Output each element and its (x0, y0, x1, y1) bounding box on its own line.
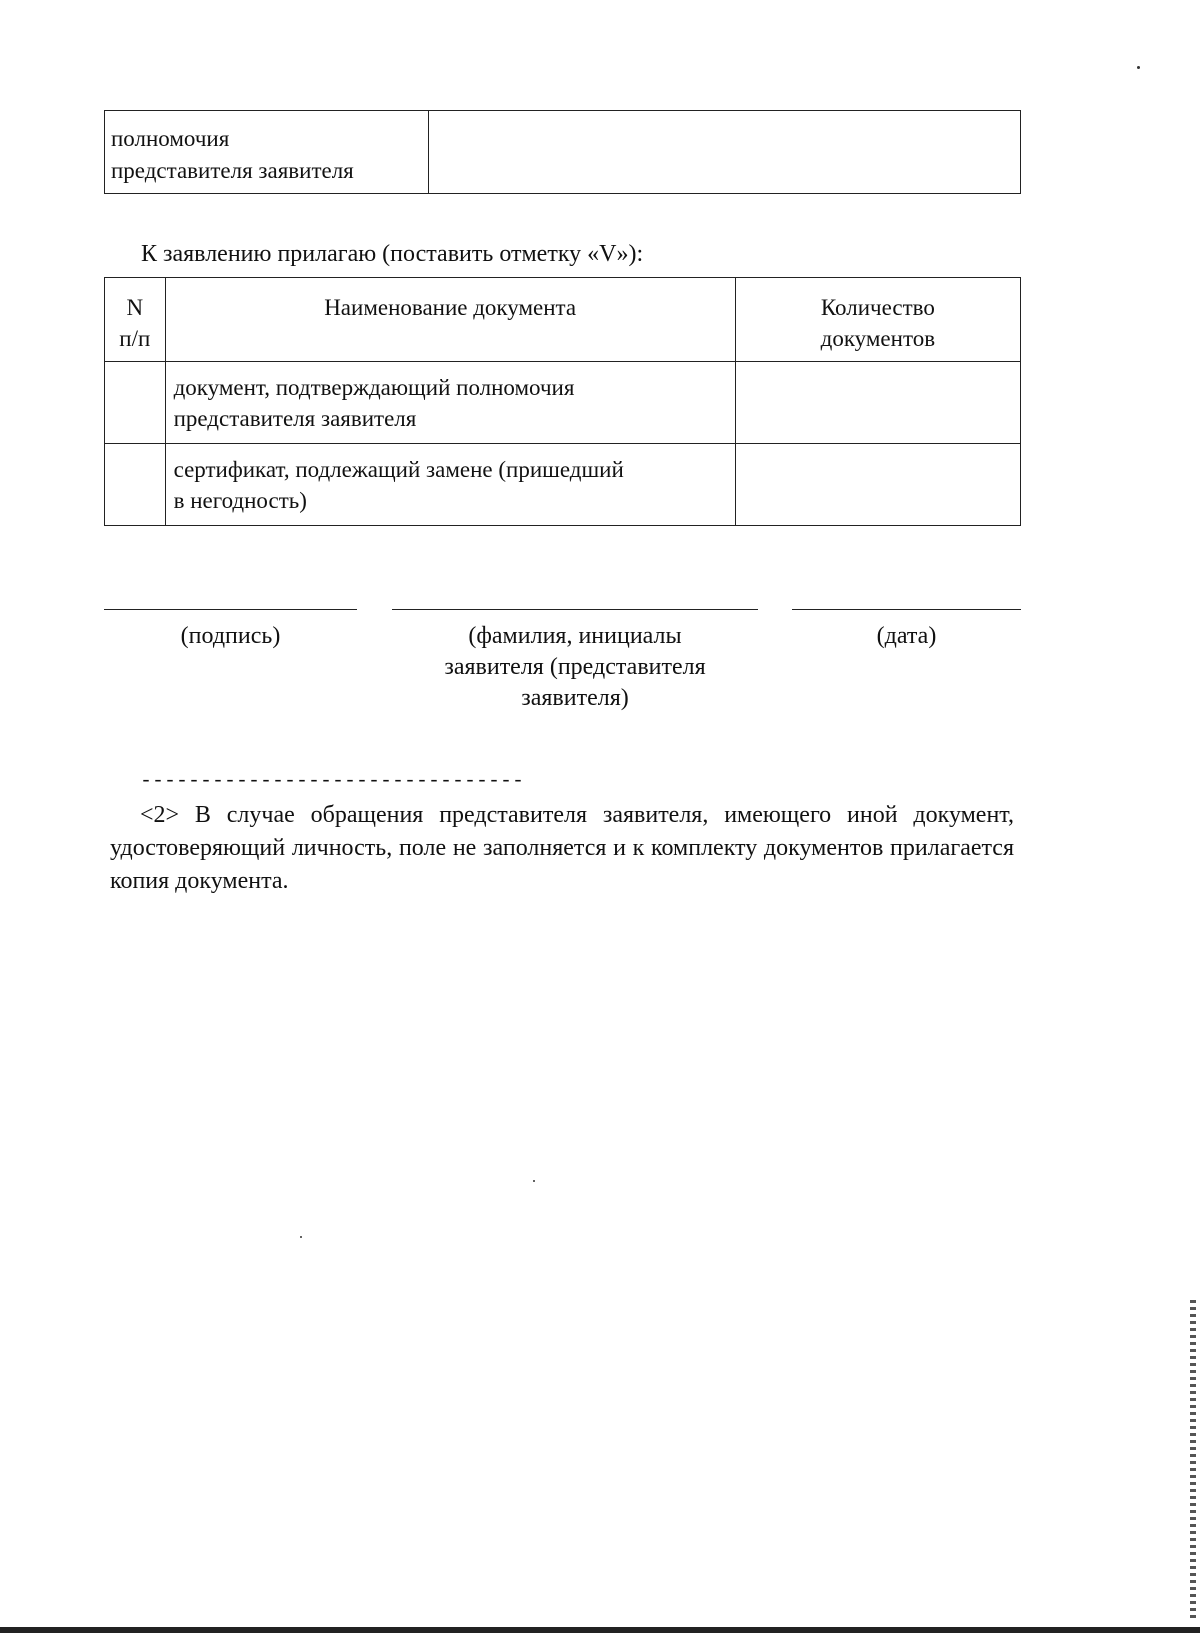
scan-edge-bottom (0, 1627, 1200, 1633)
scan-edge-right (1190, 1300, 1196, 1620)
scan-speck (1137, 66, 1140, 69)
signature-line[interactable] (104, 609, 357, 610)
representative-authority-label: полномочия представителя заявителя (105, 111, 429, 194)
scan-speck (300, 1236, 302, 1238)
header-number: N п/п (105, 278, 166, 362)
representative-authority-table (104, 110, 1021, 194)
name-line[interactable] (392, 609, 758, 610)
attachments-header-row (105, 278, 1021, 362)
attachment-name: документ, подтверждающий полномочия представителя заявителя (165, 362, 735, 444)
name-caption: (фамилия, инициалы заявителя (представителя заявителя) (444, 623, 706, 711)
attachment-mark-cell[interactable] (105, 444, 166, 526)
attachments-table (104, 277, 1021, 526)
attachment-name: сертификат, подлежащий замене (пришедший в негодность) (165, 444, 735, 526)
attachment-mark-cell[interactable] (105, 362, 166, 444)
attachment-row (105, 362, 1021, 444)
scan-speck (533, 1180, 535, 1182)
date-line[interactable] (792, 609, 1021, 610)
signature-caption: (подпись) (180, 623, 281, 649)
attachment-count-cell[interactable] (735, 362, 1020, 444)
attachment-row (105, 444, 1021, 526)
attachment-count-cell[interactable] (735, 444, 1020, 526)
attachments-intro: К заявлению прилагаю (поставить отметку «V»): (141, 241, 644, 267)
footnote-text: <2> В случае обращения представителя заявителя, имеющего иной документ, удостоверяющий личность, поле не заполняется и к комплекту документов прилагается копия документа. (110, 802, 1014, 894)
footnote-divider: -------------------------------- (140, 770, 525, 793)
date-caption: (дата) (876, 623, 937, 649)
header-document-name: Наименование документа (165, 278, 735, 362)
header-document-count: Количество документов (735, 278, 1020, 362)
representative-authority-value[interactable] (429, 111, 1021, 194)
representative-authority-row (105, 111, 1021, 194)
